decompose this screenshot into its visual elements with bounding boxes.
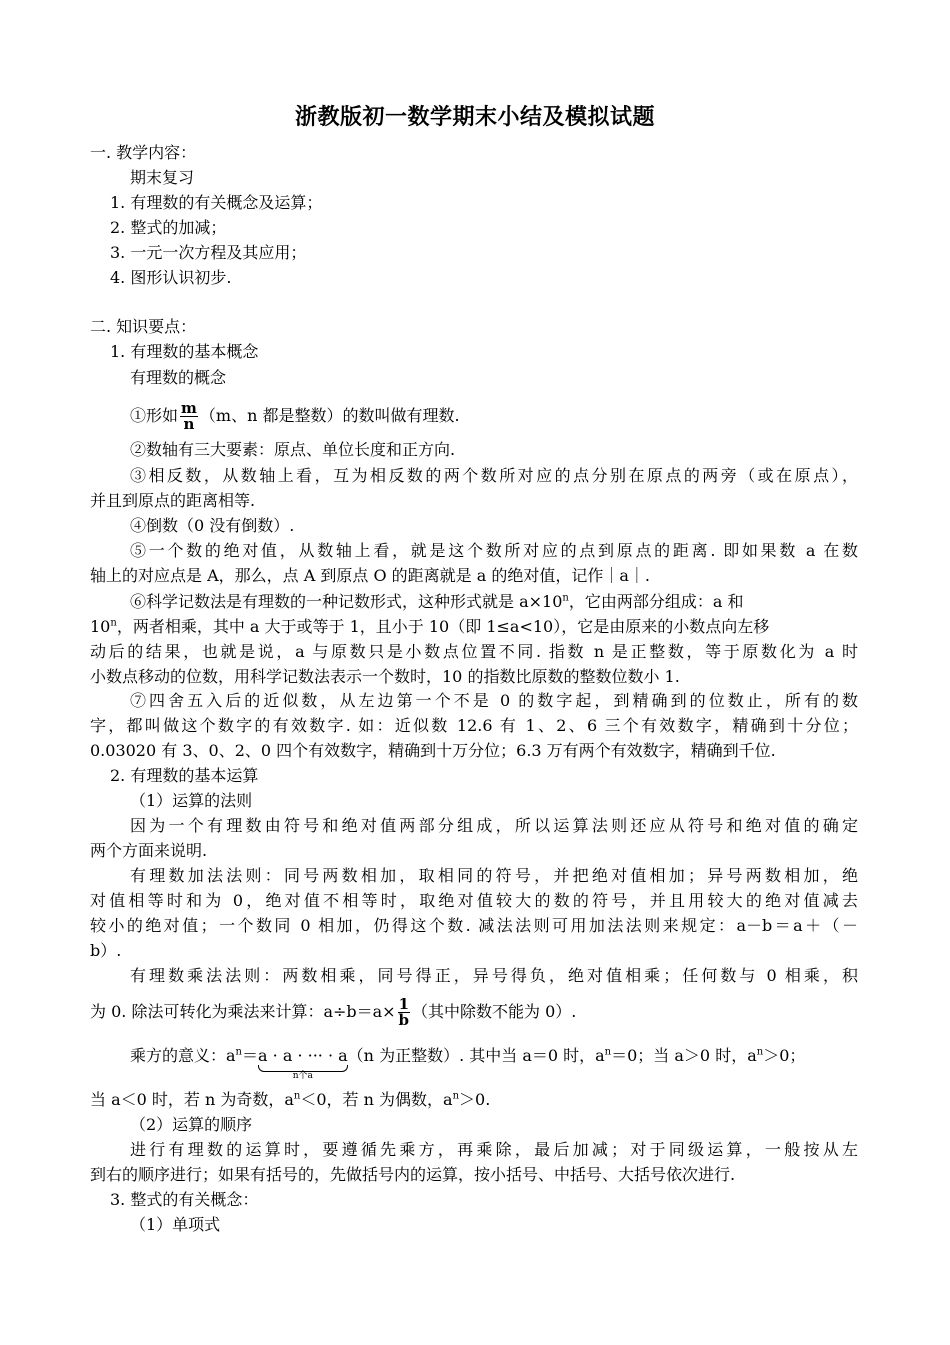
order-line-2: 到右的顺序进行；如果有括号的，先做括号内的运算，按小括号、中括号、大括号依次进行.	[90, 1165, 736, 1184]
power-definition-line-2: 当 a＜0 时，若 n 为奇数，$a^n<0$，若 n 为偶数，$a^n>0$.	[90, 1090, 491, 1109]
subsection-subheading: 有理数的概念	[130, 368, 227, 387]
power-definition-line-1: 乘方的意义：$a^n=a \cdot a$ · ··· · a n个a （n 为正整数）. 其中当 a＝0 时，$a^n=0$；当 a＞0 时，$a^n>0$；	[130, 1046, 806, 1081]
rule-1-line-2: 两个方面来说明.	[90, 841, 208, 860]
fraction-1-over-b: $\frac{1}{b}$	[398, 995, 410, 1029]
concept-6-line-4: 小数点移动的位数，用科学记数法表示一个数时，10 的指数比原数的整数位数小 1.	[90, 667, 680, 686]
subsection-heading: 2. 有理数的基本运算	[110, 766, 259, 785]
rule-3-line-2: 为 0. 除法可转化为乘法来计算：a÷b＝a× $\frac{1}{b}$ （其中除数不能为 0）.	[90, 995, 577, 1029]
concept-6-line-1: ⑥科学记数法是有理数的一种记数形式，这种形式就是 $a\times 10^n$，它由两部分组成：a 和	[130, 592, 744, 611]
concept-1: ①形如 $\frac{m}{n}$ （m、n 都是整数）的数叫做有理数.	[130, 399, 460, 433]
concept-5-line-2: 轴上的对应点是 A，那么，点 A 到原点 O 的距离就是 a 的绝对值，记作｜a｜.	[90, 566, 650, 585]
list-item: 2. 整式的加减；	[110, 218, 227, 237]
order-line-1: 进行有理数的运算时，要遵循先乘方，再乘除，最后加减；对于同级运算，一般按从左	[130, 1140, 858, 1159]
rule-2-line-3: 较小的绝对值；一个数同 0 相加，仍得这个数. 减法法则可用加法法则来规定：a－b＝a＋（－	[90, 916, 858, 935]
fraction-m-over-n: $\frac{m}{n}$	[181, 399, 197, 433]
concept-5-line-1: ⑤一个数的绝对值，从数轴上看，就是这个数所对应的点到原点的距离. 即如果数 a 在数	[130, 541, 858, 560]
underbrace-product: a · a · ··· · a n个a	[258, 1046, 348, 1081]
section-subheading: 期末复习	[130, 168, 195, 187]
rule-1-line-1: 因为一个有理数由符号和绝对值两部分组成，所以运算法则还应从符号和绝对值的确定	[130, 816, 858, 835]
list-item: 1. 有理数的有关概念及运算；	[110, 193, 323, 212]
rule-2-line-2: 对值相等时和为 0，绝对值不相等时，取绝对值较大的数的符号，并且用较大的绝对值减去	[90, 891, 858, 910]
section-heading-knowledge: 二. 知识要点：	[90, 317, 197, 336]
concept-6-line-2: 10$^n$，两者相乘，其中 a 大于或等于 1，且小于 10（即 1≤a<10），它是由原来的小数点向左移	[90, 617, 770, 636]
list-item: 3. 一元一次方程及其应用；	[110, 243, 307, 262]
concept-4: ④倒数（0 没有倒数）.	[130, 516, 295, 535]
rule-3-line-1: 有理数乘法法则：两数相乘，同号得正，异号得负，绝对值相乘；任何数与 0 相乘，积	[130, 966, 858, 985]
concept-7-line-1: ⑦四舍五入后的近似数，从左边第一个不是 0 的数字起，到精确到的位数止，所有的数	[130, 691, 858, 710]
subsection-heading: 3. 整式的有关概念：	[110, 1190, 259, 1209]
subsection-subheading: （2）运算的顺序	[130, 1115, 253, 1134]
subsection-subheading: （1）运算的法则	[130, 791, 253, 810]
list-item: 4. 图形认识初步.	[110, 268, 232, 287]
section-heading-content: 一. 教学内容：	[90, 143, 197, 162]
concept-7-line-3: 0.03020 有 3、0、2、0 四个有效数字，精确到十万分位；6.3 万有两个有效数字，精确到千位.	[90, 741, 776, 760]
subsection-heading: 1. 有理数的基本概念	[110, 342, 259, 361]
document-title: 浙教版初一数学期末小结及模拟试题	[294, 104, 655, 130]
concept-3-line-2: 并且到原点的距离相等.	[90, 491, 256, 510]
subsection-subheading: （1）单项式	[130, 1215, 221, 1234]
concept-3-line-1: ③相反数，从数轴上看，互为相反数的两个数所对应的点分别在原点的两旁（或在原点），	[130, 466, 858, 485]
rule-2-line-4: b）.	[90, 941, 122, 960]
rule-2-line-1: 有理数加法法则：同号两数相加，取相同的符号，并把绝对值相加；异号两数相加，绝	[130, 866, 858, 885]
concept-2: ②数轴有三大要素：原点、单位长度和正方向.	[130, 440, 456, 459]
concept-7-line-2: 字，都叫做这个数字的有效数字. 如：近似数 12.6 有 1、2、6 三个有效数字，精确到十分位；	[90, 716, 858, 735]
concept-6-line-3: 动后的结果，也就是说，a 与原数只是小数点位置不同. 指数 n 是正整数，等于原数化为 a 时	[90, 642, 858, 661]
